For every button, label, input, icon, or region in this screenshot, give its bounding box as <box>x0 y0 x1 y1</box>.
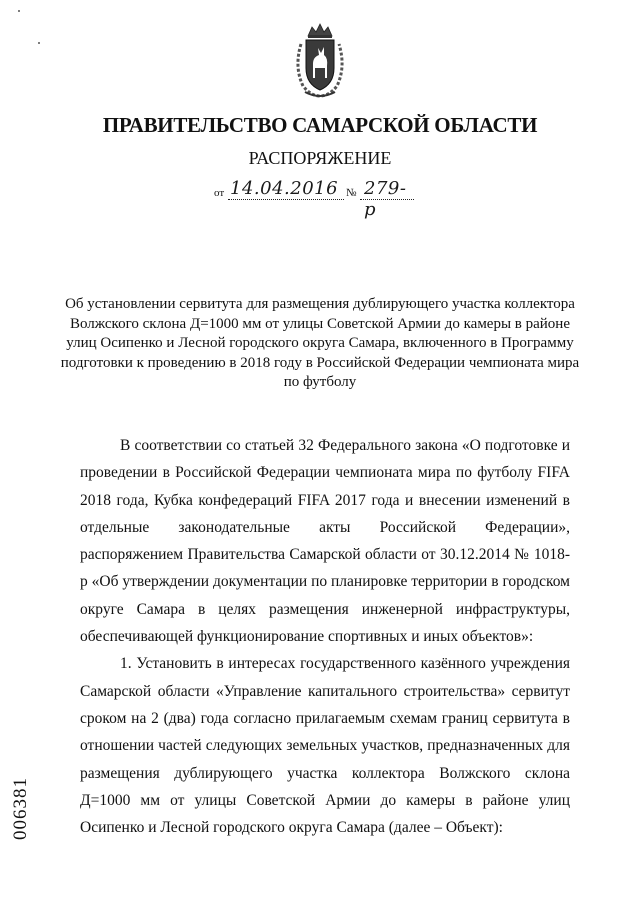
document-subject: Об установлении сервитута для размещения дублирующего участка коллектора Волжского склона Д=1000 мм от улицы Советской Армии до камеры в районе улиц Осипенко и Лесной городского округа Самара, включенного в Программу подготовки к проведению в 2018 году в Российской Федерации чемпионата мира по футболу <box>60 296 580 390</box>
body-paragraph: 1. Установить в интересах государственного казённого учреждения Самарской области «Управление капитального строительства» сервитут сроком на 2 (два) года согласно прилагаемым схемам границ сервитута в отношении частей следующих земельных участков, предназначенных для размещения дублирующего участка коллектора Волжского склона Д=1000 мм от улицы Советской Армии до камеры в районе улиц Осипенко и Лесной городского округа Самара (далее – Объект): <box>80 655 570 837</box>
document-type: РАСПОРЯЖЕНИЕ <box>248 148 392 168</box>
number-underline <box>360 199 414 200</box>
date-prefix: от <box>214 187 225 199</box>
handwritten-date: 14.04.2016 <box>230 178 339 199</box>
coat-of-arms-emblem <box>291 22 349 98</box>
registration-stamp-number: 006381 <box>10 777 31 840</box>
body-paragraph: В соответствии со статьей 32 Федерального закона «О подготовке и проведении в Российской Федерации чемпионата мира по футболу FIFA 2018 года, Кубка конфедераций FIFA 2017 года и внесении изменений в отдельные законодательные акты Российской Федерации», распоряжением Правительства Самарской области от 30.12.2014 № 1018-р «Об утверждении документации по планировке территории в городском округе Самара в целях размещения инженерной инфраструктуры, обеспечивающей функционирование спортивных и иных объектов»: <box>80 437 570 646</box>
document-body <box>80 432 570 841</box>
scan-speck <box>38 42 40 44</box>
handwritten-number: 279-р <box>364 178 407 220</box>
date-underline <box>228 199 344 200</box>
government-title: ПРАВИТЕЛЬСТВО САМАРСКОЙ ОБЛАСТИ <box>102 113 538 137</box>
number-prefix: № <box>346 187 357 199</box>
date-number-line <box>214 178 414 220</box>
scan-speck <box>18 10 20 12</box>
